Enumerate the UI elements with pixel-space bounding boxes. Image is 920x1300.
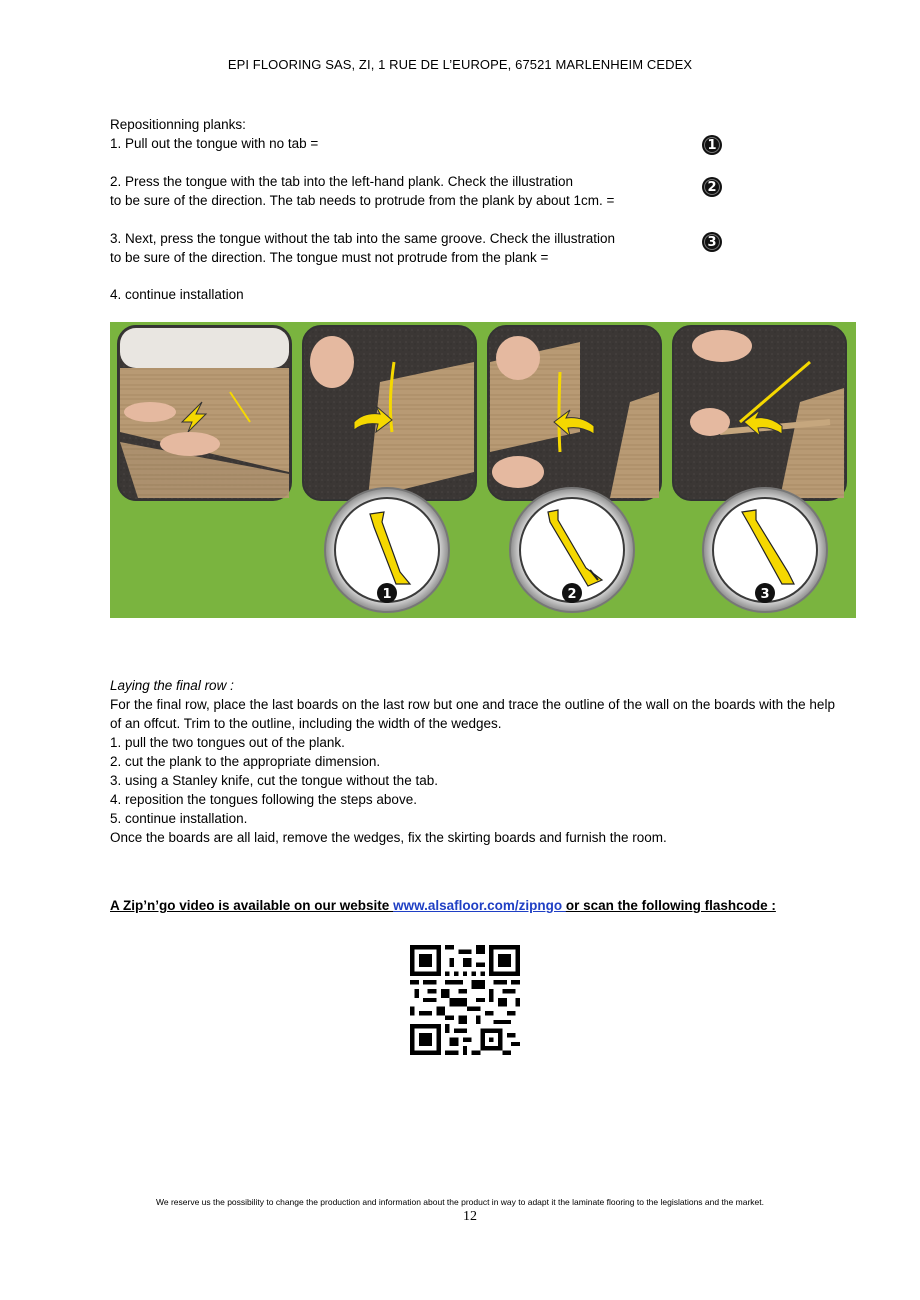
detail-badge-3: 3 [760, 587, 770, 602]
detail-circle-3 [703, 488, 827, 612]
final-row-section [110, 676, 840, 847]
video-info [110, 898, 776, 913]
video-prefix: A Zip’n’go video is available on our website [110, 898, 394, 913]
detail-badge-2: 2 [567, 587, 577, 602]
page-number: 12 [463, 1209, 477, 1224]
detail-badge-1: 1 [382, 587, 392, 602]
detail-circle-2 [510, 488, 634, 612]
final-row-step-4: 4. reposition the tongues following the steps above. [110, 792, 417, 807]
final-row-step-3: 3. using a Stanley knife, cut the tongue without the tab. [110, 773, 438, 788]
step-3-text [110, 229, 615, 267]
final-row-intro: For the final row, place the last boards on the last row but one and trace the outline of the wall on the boards with the help of an offcut. Trim to the outline, including the width of the wedges. [110, 697, 835, 731]
qr-code-icon [410, 945, 520, 1055]
step-1-badge-icon: 1 [702, 135, 722, 155]
step-3-line1: 3. Next, press the tongue without the tab into the same groove. Check the illustration [110, 231, 616, 246]
repositioning-title: Repositionning planks: [110, 117, 246, 132]
panel-3 [488, 326, 661, 500]
final-row-step-1: 1. pull the two tongues out of the plank. [110, 735, 345, 750]
installation-illustration [110, 322, 856, 618]
step-2-badge-icon: 2 [702, 177, 722, 197]
step-2-line2: to be sure of the direction. The tab needs to protrude from the plank by about 1cm. = [110, 193, 615, 208]
footer-disclaimer: We reserve us the possibility to change the production and information about the product in way to adapt it the laminate flooring to the legislations and the market. [156, 1197, 764, 1207]
panel-1 [118, 326, 291, 500]
video-suffix: or scan the following flashcode : [565, 898, 776, 913]
step-3-badge-icon: 3 [702, 232, 722, 252]
panel-2 [303, 326, 476, 500]
video-link[interactable]: www.alsafloor.com/zipngo [393, 898, 566, 913]
step-2-line1: 2. Press the tongue with the tab into the left-hand plank. Check the illustration [110, 174, 574, 189]
panel-4 [673, 326, 846, 500]
illustration-svg [110, 322, 856, 618]
detail-circle-1 [325, 488, 449, 612]
final-row-title: Laying the final row : [110, 678, 234, 693]
page-header-address: EPI FLOORING SAS, ZI, 1 RUE DE L’EUROPE, 67521 MARLENHEIM CEDEX [227, 57, 693, 72]
step-1-text [110, 134, 318, 153]
step-2-text [110, 172, 614, 210]
final-row-step-5: 5. continue installation. [110, 811, 248, 826]
step-4-text: 4. continue installation [110, 287, 244, 302]
final-row-closing: Once the boards are all laid, remove the wedges, fix the skirting boards and furnish the room. [110, 830, 667, 845]
step-1-line1: 1. Pull out the tongue with no tab = [110, 136, 319, 151]
step-3-line2: to be sure of the direction. The tongue must not protrude from the plank = [110, 250, 549, 265]
final-row-step-2: 2. cut the plank to the appropriate dimension. [110, 754, 381, 769]
